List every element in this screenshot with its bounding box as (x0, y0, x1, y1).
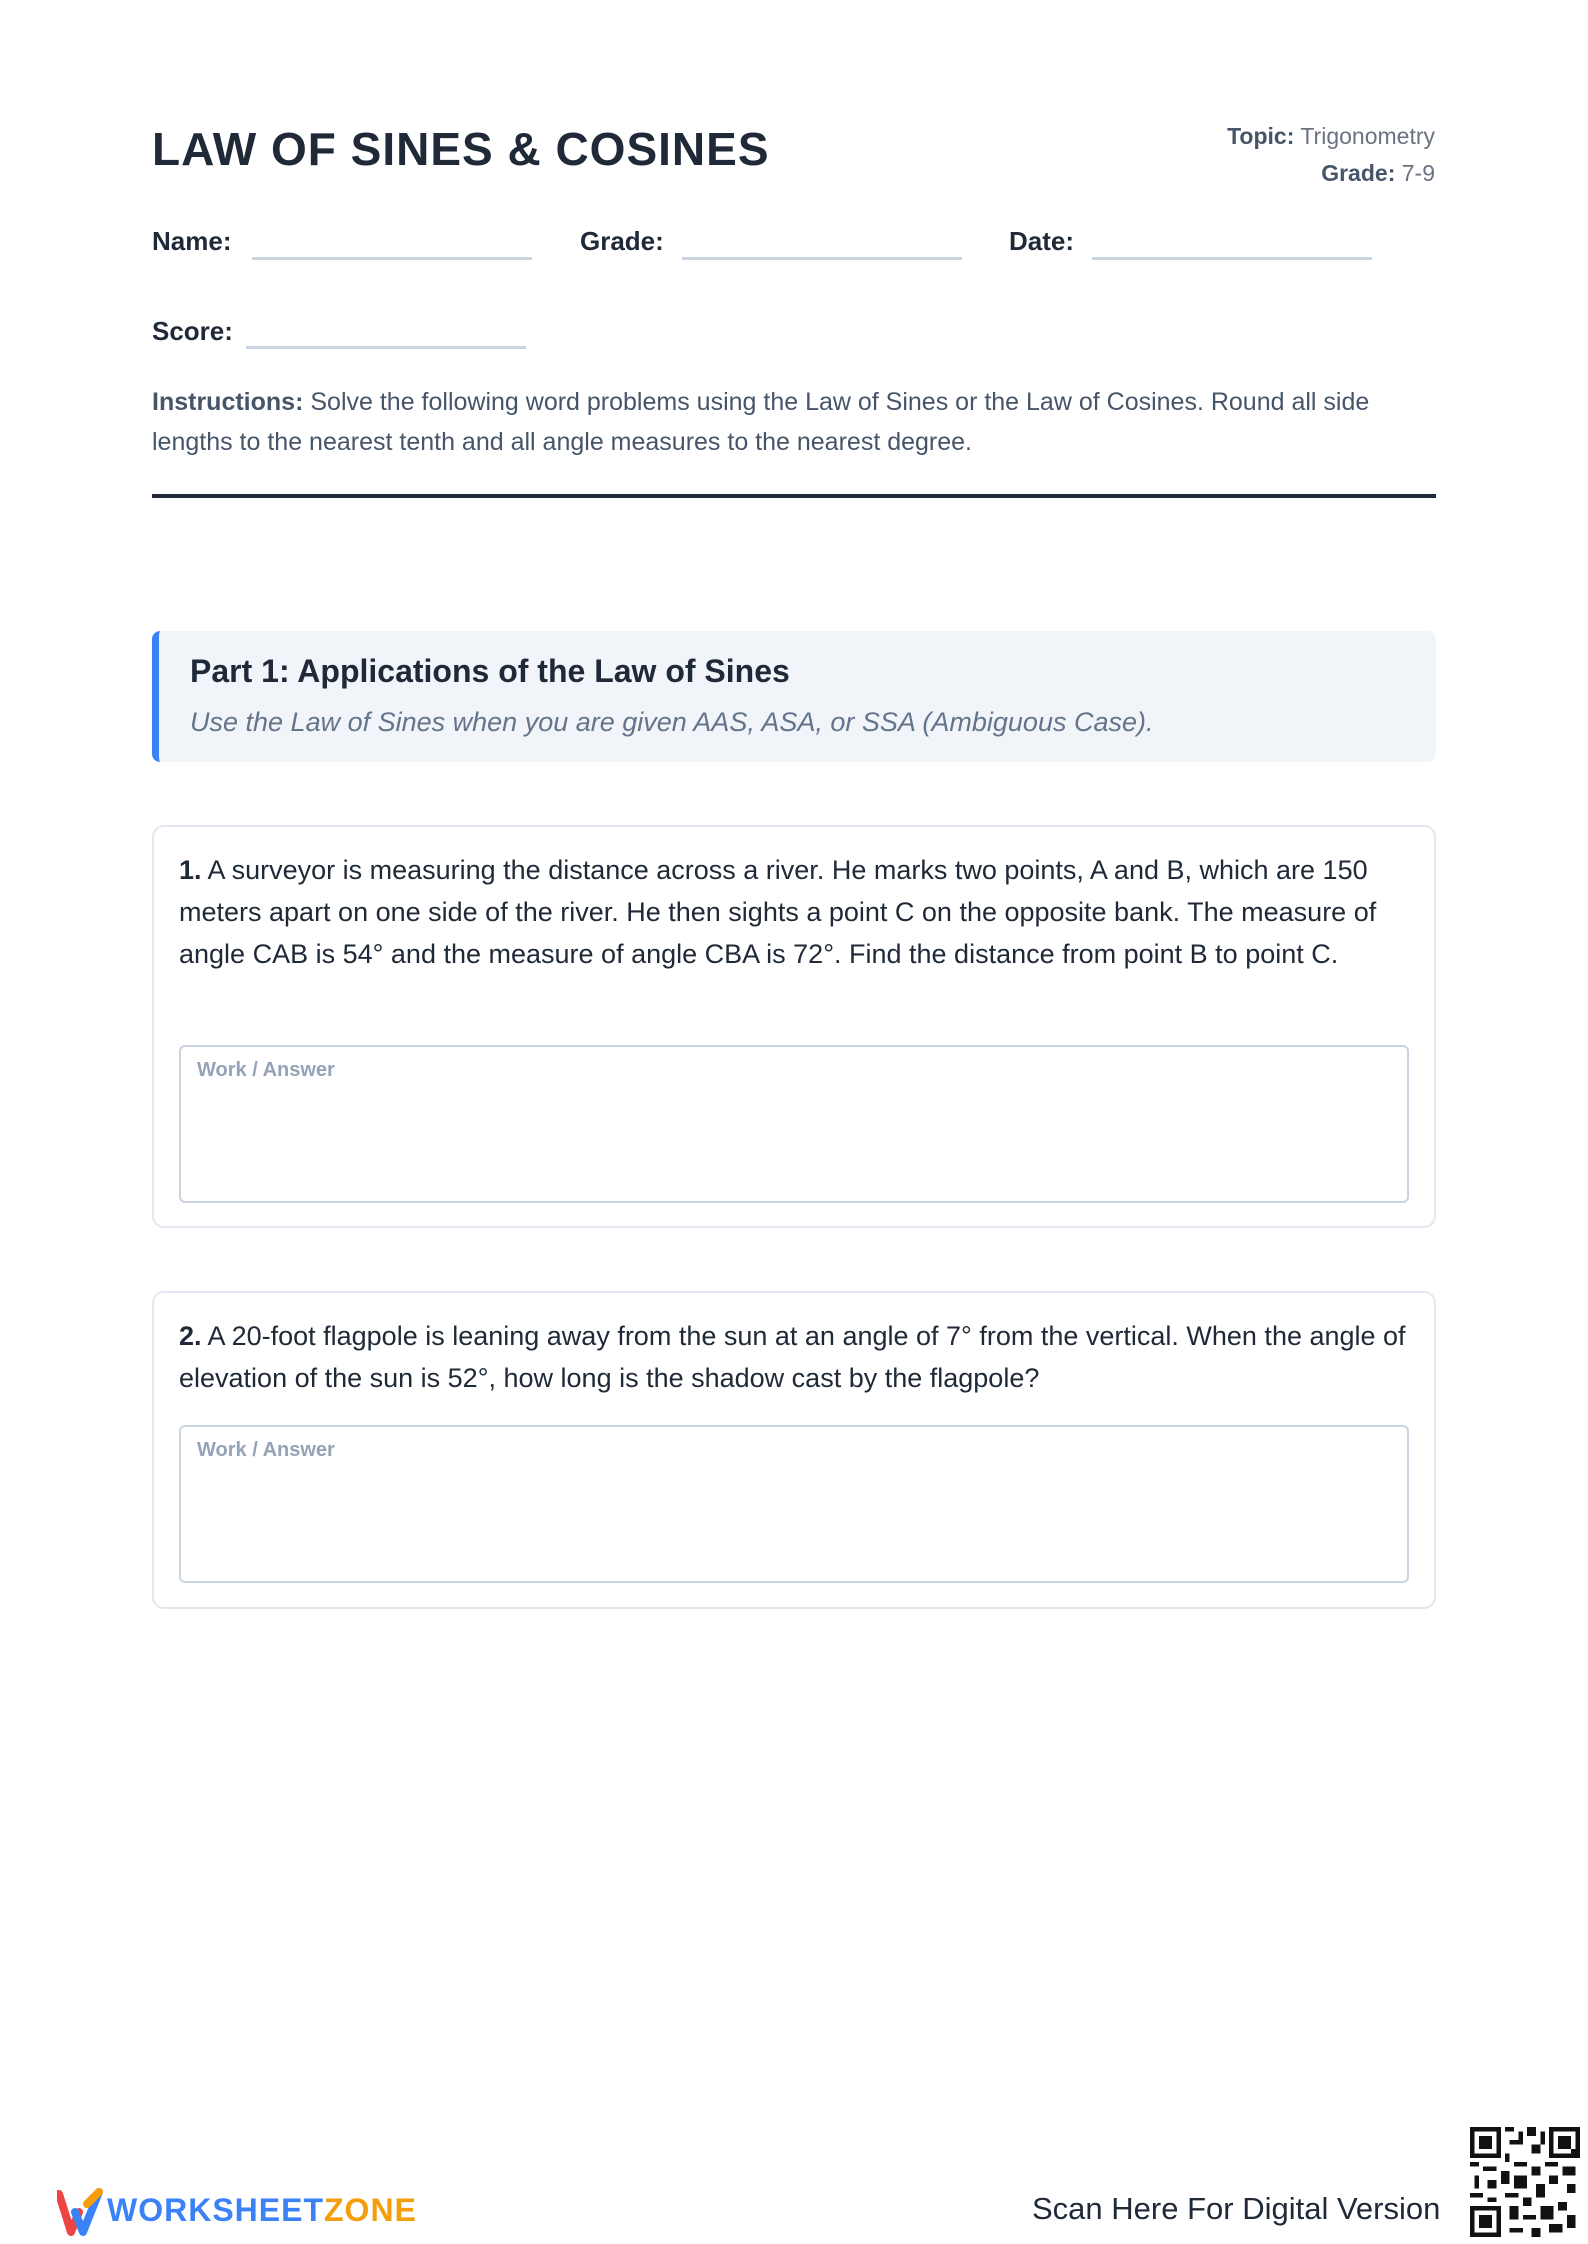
question-card (152, 1291, 1436, 1609)
score-field[interactable] (246, 346, 526, 349)
worksheet-meta (1227, 118, 1435, 192)
instructions-label: Instructions: (152, 388, 304, 416)
question-number: 2. (179, 1321, 202, 1351)
worksheetzone-logo[interactable] (57, 2182, 417, 2238)
header-divider (152, 494, 1436, 498)
grade-label: Grade: (580, 226, 664, 256)
name-field[interactable] (252, 257, 532, 260)
section-subtitle: Use the Law of Sines when you are given AAS, ASA, or SSA (Ambiguous Case). (190, 707, 1154, 737)
grade-field[interactable] (682, 257, 962, 260)
question-text (179, 849, 1409, 975)
logo-text-zone: ZONE (324, 2192, 417, 2228)
answer-box[interactable] (179, 1425, 1409, 1583)
topic-value: Trigonometry (1300, 123, 1435, 149)
question-text (179, 1315, 1409, 1399)
logo-text (107, 2192, 417, 2229)
answer-box[interactable] (179, 1045, 1409, 1203)
answer-label: Work / Answer (197, 1059, 335, 1081)
question-number: 1. (179, 855, 202, 885)
question-body: A 20-foot flagpole is leaning away from the sun at an angle of 7° from the vertical. When the angle of elevation of the sun is 52°, how long is the shadow cast by the flagpole? (179, 1321, 1406, 1393)
score-label: Score: (152, 316, 233, 346)
page-title: LAW OF SINES & COSINES (152, 123, 770, 175)
qr-code-icon[interactable] (1470, 2127, 1580, 2237)
grade-meta-value: 7-9 (1401, 160, 1435, 186)
name-label: Name: (152, 226, 232, 256)
logo-text-worksheet: WORKSHEET (107, 2192, 324, 2228)
topic-label: Topic: (1227, 123, 1295, 149)
answer-label: Work / Answer (197, 1439, 335, 1461)
grade-row (1227, 155, 1435, 192)
date-label: Date: (1009, 226, 1075, 256)
date-field[interactable] (1092, 257, 1372, 260)
scan-text: Scan Here For Digital Version (1032, 2191, 1441, 2226)
logo-w-icon (57, 2182, 103, 2238)
question-body: A surveyor is measuring the distance across a river. He marks two points, A and B, which are 150 meters apart on one side of the river. He then sights a point C on the opposite bank. The measure of angle CAB is 54° and the measure of angle CBA is 72°. Find the distance from point B to point C. (179, 855, 1377, 969)
section-title: Part 1: Applications of the Law of Sines (190, 653, 790, 689)
topic-row (1227, 118, 1435, 155)
question-card (152, 825, 1436, 1228)
instructions (152, 382, 1442, 462)
grade-meta-label: Grade: (1321, 160, 1396, 186)
section-header (152, 631, 1436, 762)
instructions-text: Solve the following word problems using the Law of Sines or the Law of Cosines. Round all side lengths to the nearest tenth and all angle measures to the nearest degree. (152, 388, 1370, 456)
